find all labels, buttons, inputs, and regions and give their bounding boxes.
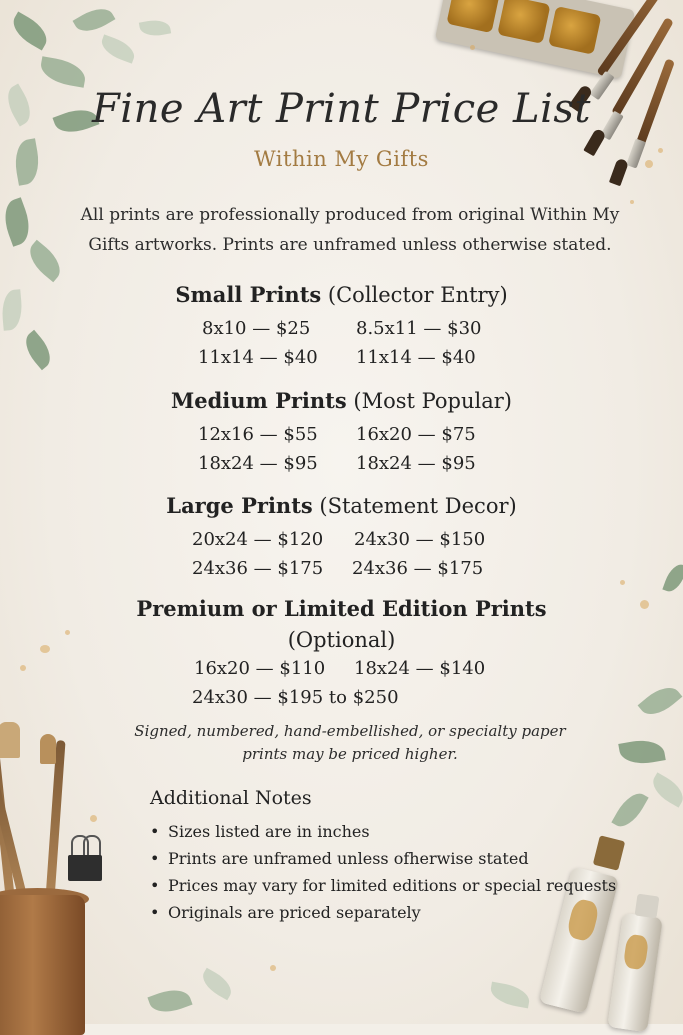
section-name: Small Prints (175, 282, 322, 307)
additional-notes-list (150, 818, 616, 926)
note-text: Sizes listed are in inches (168, 822, 370, 841)
price-item: 18x24 — $140 (354, 658, 486, 679)
list-item (150, 845, 616, 872)
price-item: 16x20 — $110 (194, 658, 326, 679)
section-tag: (Most Popular) (353, 389, 512, 413)
price-item: 24x36 — $175 (192, 558, 324, 579)
section-heading-small (0, 282, 683, 307)
bullet-icon: • (150, 876, 160, 895)
section-tag: (Collector Entry) (327, 283, 508, 307)
list-item (150, 818, 616, 845)
price-item: 24x30 — $150 (354, 529, 486, 550)
price-item: 12x16 — $55 (198, 424, 318, 445)
price-item: 24x30 — $195 to $250 (192, 687, 399, 708)
section-heading-large (0, 493, 683, 518)
price-item: 8.5x11 — $30 (356, 318, 482, 339)
list-item (150, 872, 616, 899)
price-item: 18x24 — $95 (198, 453, 318, 474)
section-heading-medium (0, 388, 683, 413)
note-text: Prints are unframed unless ofherwise stated (168, 849, 529, 868)
section-name: Premium or Limited Edition Prints (136, 596, 547, 621)
brand-subtitle: Within My Gifts (254, 147, 429, 171)
additional-notes-heading: Additional Notes (150, 787, 312, 809)
note-text: Originals are priced separately (168, 903, 421, 922)
section-name: Large Prints (166, 493, 313, 518)
price-item: 11x14 — $40 (198, 347, 318, 368)
price-item: 16x20 — $75 (356, 424, 476, 445)
price-item: 11x14 — $40 (356, 347, 476, 368)
price-item: 8x10 — $25 (202, 318, 311, 339)
premium-note: Signed, numbered, hand-embellished, or specialty paper prints may be priced higher. (134, 722, 566, 763)
price-item: 20x24 — $120 (192, 529, 324, 550)
section-heading-premium (0, 596, 683, 621)
section-tag-premium: (Optional) (287, 628, 396, 652)
price-item: 18x24 — $95 (356, 453, 476, 474)
note-text: Prices may vary for limited editions or special requests (168, 876, 617, 895)
bullet-icon: • (150, 849, 160, 868)
intro-text: All prints are professionally produced from original Within My Gifts artworks. Prints are unframed unless otherwise stated. (80, 205, 620, 255)
section-tag: (Statement Decor) (319, 494, 517, 518)
section-name: Medium Prints (171, 388, 347, 413)
bullet-icon: • (150, 822, 160, 841)
page-title: Fine Art Print Price List (92, 86, 591, 132)
price-item: 24x36 — $175 (352, 558, 484, 579)
list-item (150, 899, 616, 926)
bullet-icon: • (150, 903, 160, 922)
